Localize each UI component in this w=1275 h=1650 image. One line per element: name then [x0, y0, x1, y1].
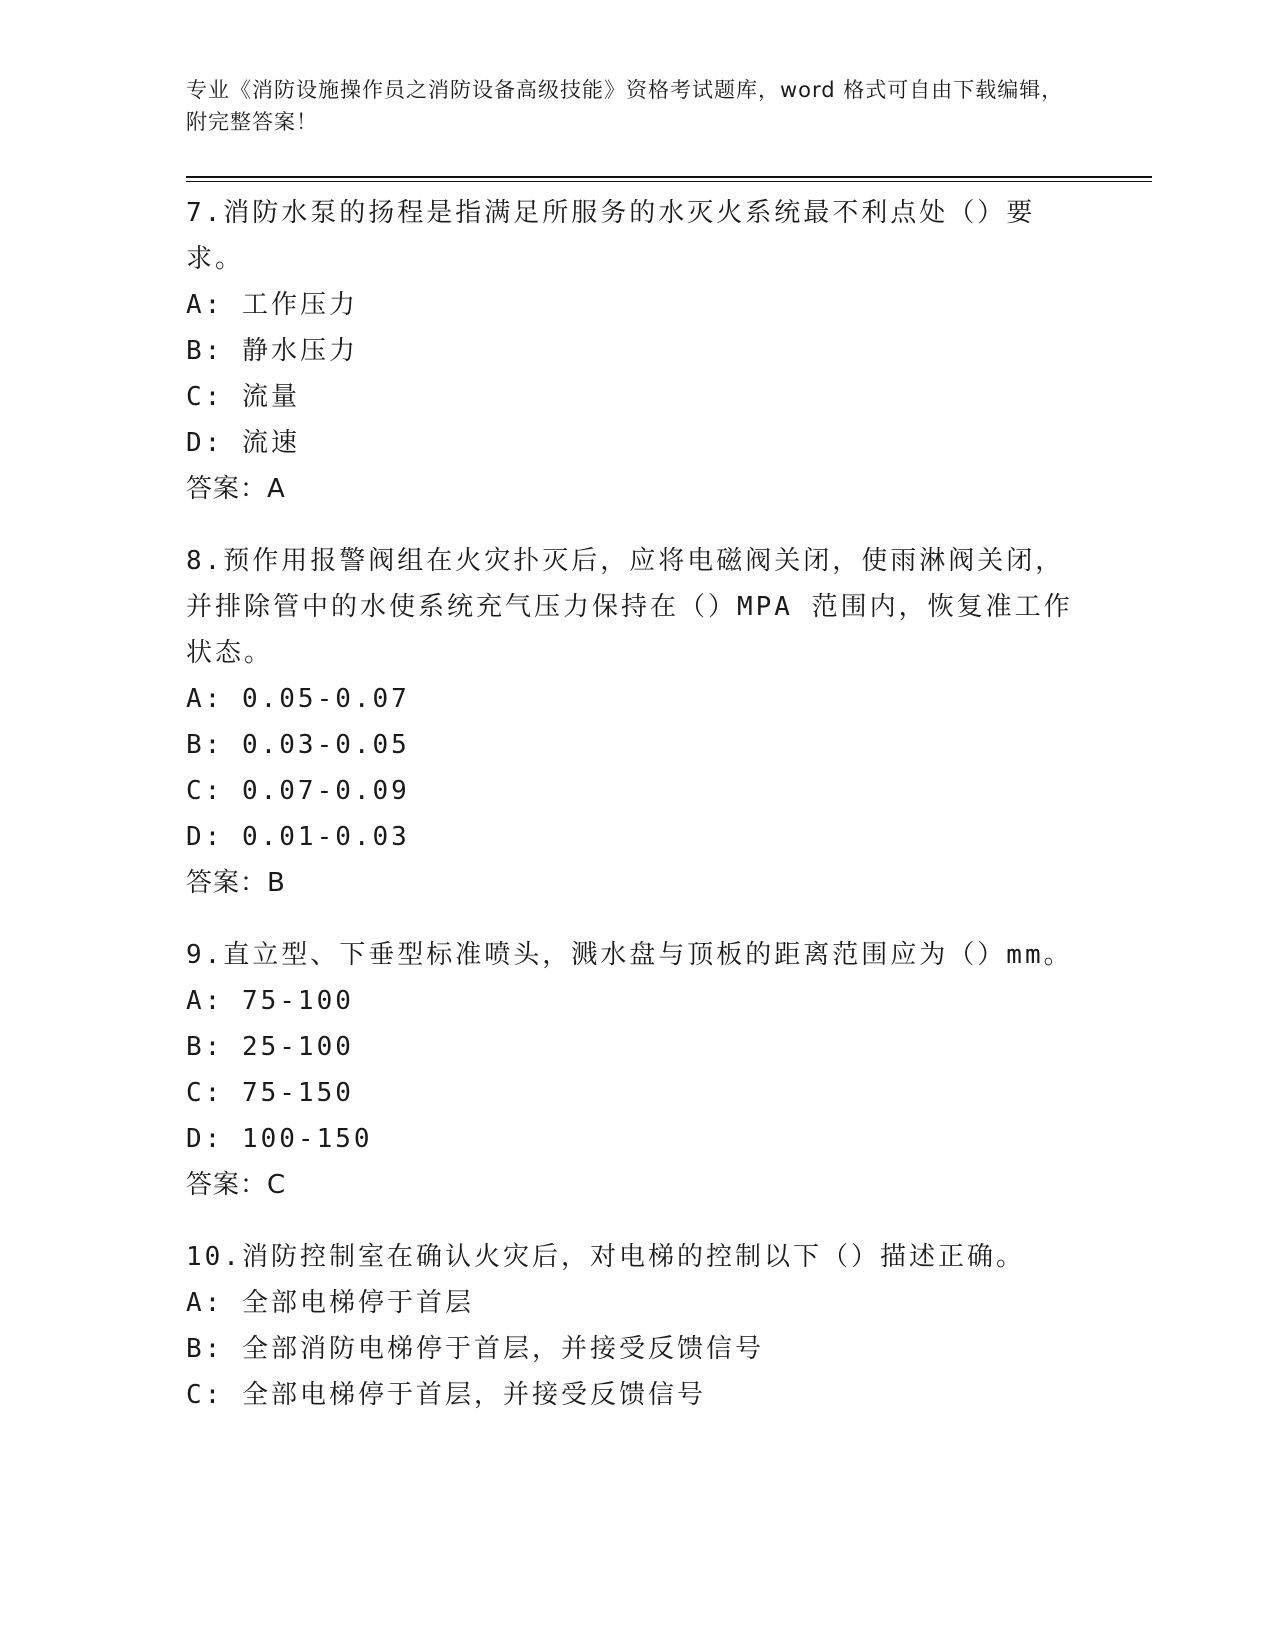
question-9 — [186, 932, 1086, 1208]
option-a: A: 75-100 — [186, 986, 354, 1016]
question-text: 10.消防控制室在确认火灾后，对电梯的控制以下（）描述正确。 — [186, 1242, 1025, 1272]
header-rule-thin — [186, 181, 1152, 182]
option-c: C: 全部电梯停于首层，并接受反馈信号 — [186, 1380, 706, 1410]
option-b: B: 静水压力 — [186, 336, 358, 366]
question-text: 9.直立型、下垂型标准喷头，溅水盘与顶板的距离范围应为（）mm。 — [186, 940, 1073, 970]
question-text: 8.预作用报警阀组在火灾扑灭后，应将电磁阀关闭，使雨淋阀关闭，并排除管中的水使系统充气压力保持在（）MPA 范围内，恢复准工作状态。 — [186, 546, 1073, 668]
option-b: B: 0.03-0.05 — [186, 730, 410, 760]
answer: 答案：C — [186, 1170, 287, 1200]
option-d: D: 流速 — [186, 428, 300, 458]
option-d: D: 100-150 — [186, 1124, 373, 1154]
option-c: C: 0.07-0.09 — [186, 776, 410, 806]
question-list — [186, 190, 1086, 1418]
question-text: 7.消防水泵的扬程是指满足所服务的水灭火系统最不利点处（）要求。 — [186, 198, 1036, 274]
option-b: B: 25-100 — [186, 1032, 354, 1062]
option-d: D: 0.01-0.03 — [186, 822, 410, 852]
option-c: C: 流量 — [186, 382, 300, 412]
question-8 — [186, 538, 1086, 906]
option-b: B: 全部消防电梯停于首层，并接受反馈信号 — [186, 1334, 764, 1364]
option-a: A: 工作压力 — [186, 290, 358, 320]
option-c: C: 75-150 — [186, 1078, 354, 1108]
option-a: A: 全部电梯停于首层 — [186, 1288, 474, 1318]
answer: 答案：A — [186, 474, 286, 504]
header-rule-thick — [186, 176, 1152, 178]
question-10 — [186, 1234, 1086, 1418]
answer: 答案：B — [186, 868, 286, 898]
question-7 — [186, 190, 1086, 512]
option-a: A: 0.05-0.07 — [186, 684, 410, 714]
document-header: 专业《消防设施操作员之消防设备高级技能》资格考试题库，word 格式可自由下载编辑，附完整答案！ — [186, 78, 1064, 134]
